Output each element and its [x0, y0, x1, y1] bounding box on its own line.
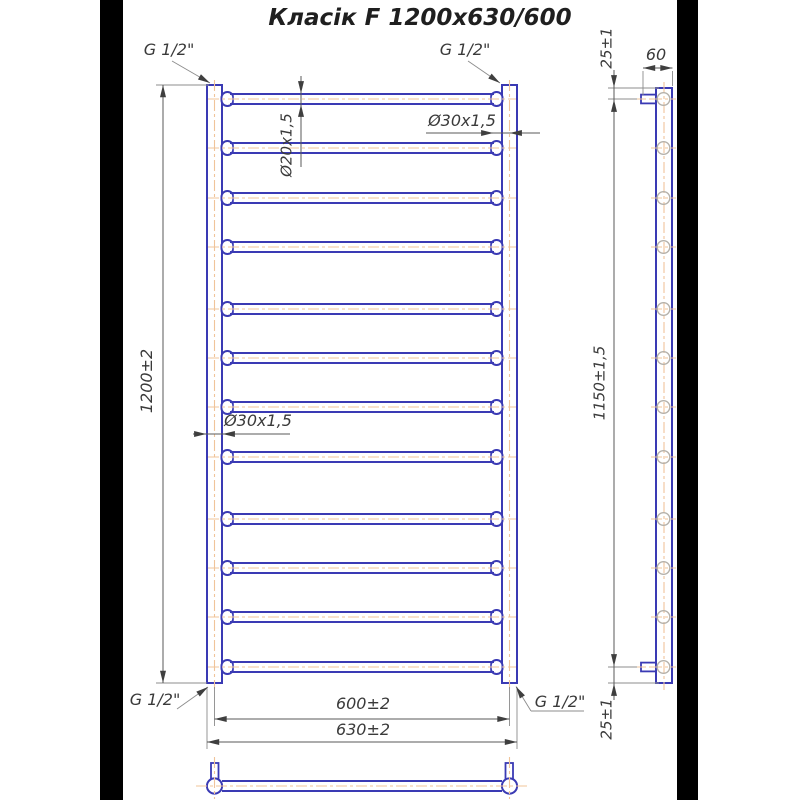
black-bar-right: [677, 0, 698, 800]
side-top-offset-label: 25±1: [597, 27, 616, 69]
thread-label-top-left: G 1/2": [143, 40, 195, 59]
thread-label-bottom-left: G 1/2": [129, 690, 181, 709]
front-view: [207, 80, 517, 689]
rail-diameter-label-middle: Ø30x1,5: [224, 411, 292, 430]
side-bottom-offset-label: 25±1: [597, 698, 616, 740]
side-depth-label: 60: [645, 45, 667, 64]
black-bar-left: [100, 0, 123, 800]
overall-width-dimension-label: 630±2: [335, 720, 391, 739]
axis-width-dimension-label: 600±2: [335, 694, 391, 713]
side-view: [635, 82, 676, 690]
thread-label-bottom-right: G 1/2": [534, 692, 586, 711]
side-span-label: 1150±1,5: [590, 345, 609, 421]
rung-diameter-label: Ø20x1,5: [277, 113, 296, 177]
bottom-view: [196, 757, 528, 799]
rungs: [208, 92, 516, 674]
rail-diameter-label-top: Ø30x1,5: [428, 111, 496, 130]
height-dimension-label: 1200±2: [137, 348, 156, 414]
drawing-title: Класік F 1200x630/600: [268, 5, 572, 31]
thread-label-top-right: G 1/2": [439, 40, 491, 59]
